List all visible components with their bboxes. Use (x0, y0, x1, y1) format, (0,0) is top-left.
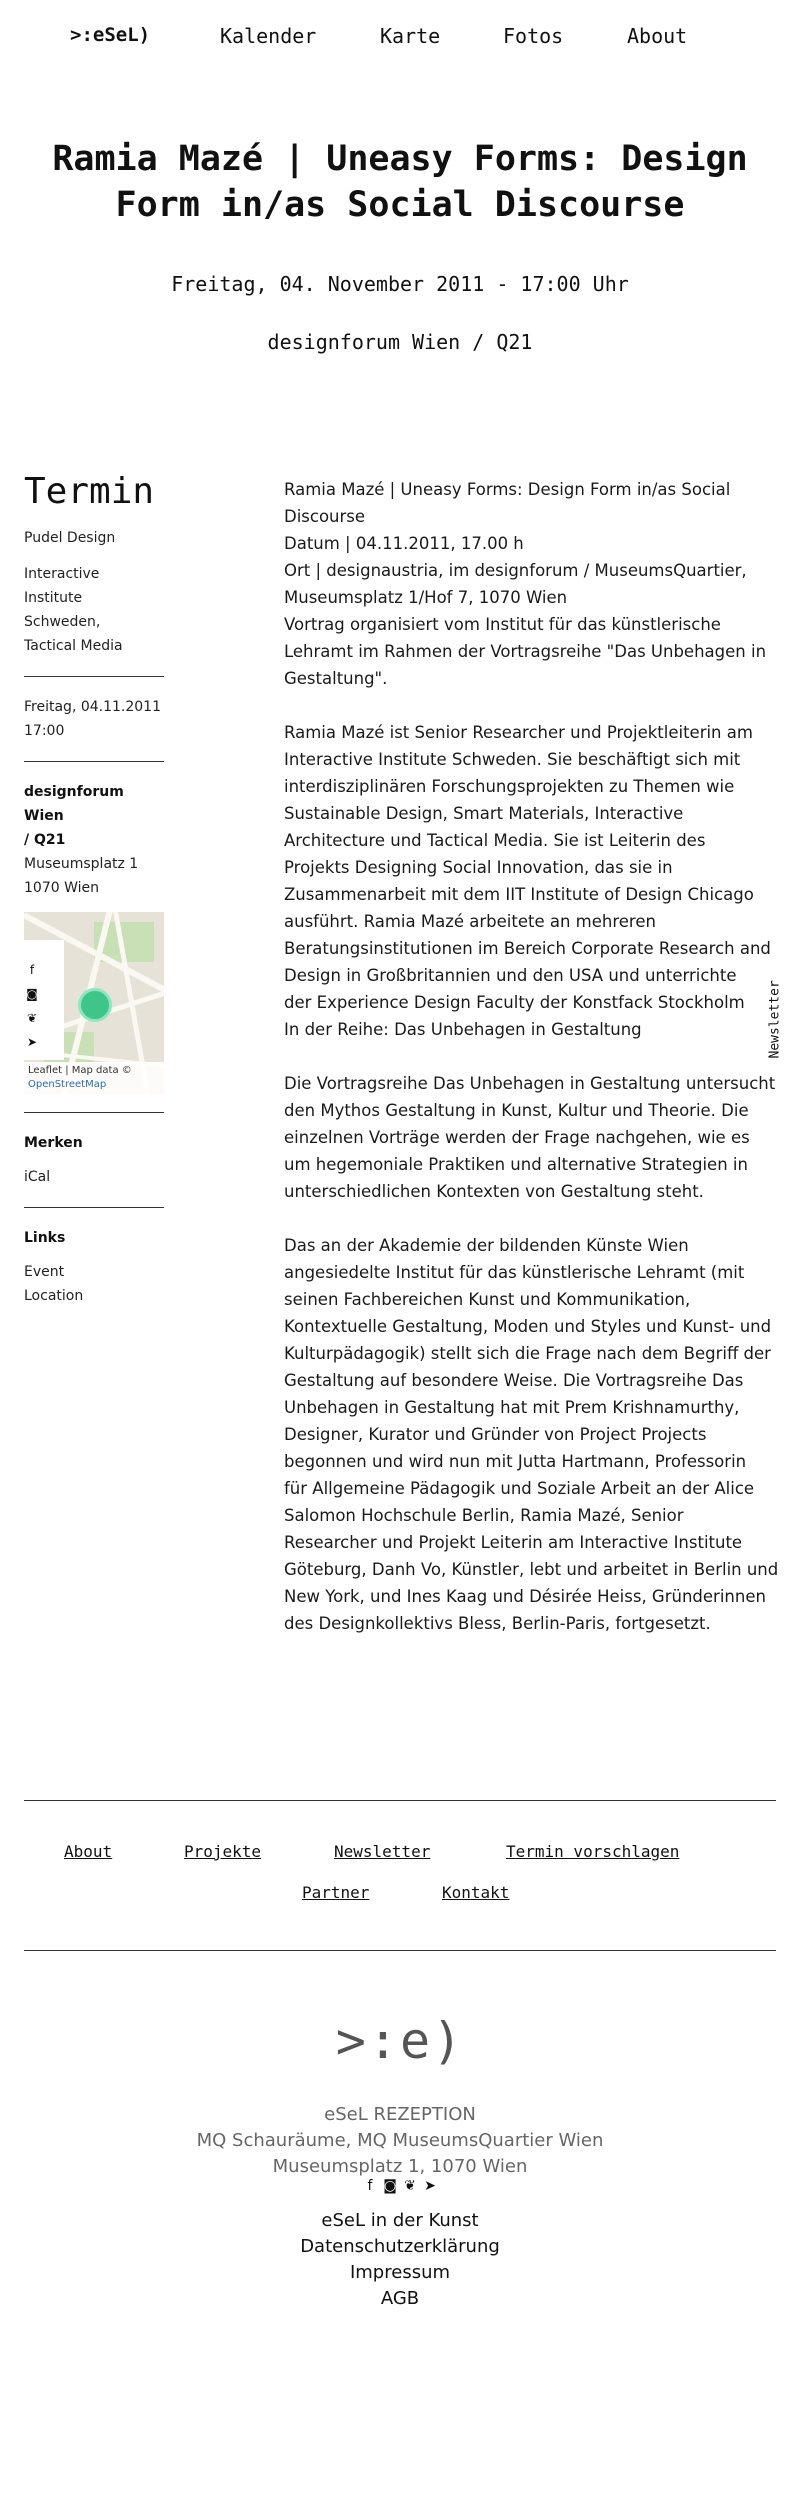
text-line: um hegemoniale Praktiken und alternative Strategien in (284, 1155, 748, 1174)
footer-address-line: eSeL REZEPTION (324, 2104, 476, 2125)
text-line: interdisziplinären Forschungsprojekten zu Themen wie (284, 777, 735, 796)
footer-link-esel-in-der-kunst[interactable]: eSeL in der Kunst (321, 2210, 479, 2231)
footer-link-projekte[interactable]: Projekte (184, 1842, 262, 1861)
footer-link-impressum[interactable]: Impressum (349, 2262, 451, 2283)
text-line: Interactive Institute Schweden. Sie beschäftigt sich mit (284, 750, 741, 769)
paragraph (284, 719, 786, 1043)
text-line: Salomon Hochschule Berlin, Ramia Mazé, Senior (284, 1506, 684, 1525)
sidebar-time: 17:00 (24, 723, 65, 739)
sidebar-heading: Termin (24, 471, 155, 512)
paragraph (284, 476, 786, 692)
text-line: Ort | designaustria, im designforum / MuseumsQuartier, (284, 561, 747, 580)
nav-item-karte[interactable]: Karte (380, 24, 441, 48)
map-marker-icon[interactable] (78, 988, 112, 1022)
location-name[interactable]: designforum Wien (24, 784, 124, 824)
text-line: Das an der Akademie der bildenden Künste Wien (284, 1236, 689, 1255)
ical-link[interactable]: iCal (24, 1169, 51, 1185)
location-link[interactable]: Location (24, 1288, 84, 1304)
text-line: Gestaltung". (284, 669, 388, 688)
site-logo[interactable]: >:eSeL) (70, 24, 151, 46)
text-line: Design in Großbritannien und den USA und unterrichte (284, 966, 737, 985)
text-line: Göteburg, Danh Vo, Künstler, lebt und arbeitet in Berlin und (284, 1560, 779, 1579)
telegram-icon[interactable]: ➤ (26, 1035, 38, 1049)
instagram-icon[interactable]: ◙ (26, 987, 38, 1001)
text-line: Unbehagen in Gestaltung hat mit Prem Krishnamurthy, (284, 1398, 740, 1417)
text-line: einzelnen Vorträge werden der Frage nachgehen, wie es (284, 1128, 750, 1147)
sidebar-divider (24, 1207, 164, 1208)
text-line: Discourse (284, 507, 366, 526)
top-navigation (0, 22, 800, 52)
text-line: Vortrag organisiert vom Institut für das künstlerische (284, 615, 721, 634)
text-line: Beratungsinstitutionen im Bereich Corporate Research and (284, 939, 771, 958)
text-line: New York, und Ines Kaag und Désirée Heiss, Gründerinnen (284, 1587, 766, 1606)
text-line: angesiedelte Institut für das künstlerische Lehramt (mit (284, 1263, 745, 1282)
sidebar-divider (24, 761, 164, 762)
organizer-link[interactable]: Pudel Design (24, 530, 116, 546)
event-link[interactable]: Event (24, 1264, 65, 1280)
footer-address-line: MQ Schauräume, MQ MuseumsQuartier Wien (196, 2130, 604, 2151)
tag-link[interactable]: Tactical Media (24, 638, 123, 654)
text-line: Datum | 04.11.2011, 17.00 h (284, 534, 524, 553)
openstreetmap-link[interactable]: OpenStreetMap (28, 1079, 107, 1090)
text-line: Kontextuelle Gestaltung, Moden und Styles und Kunst- und (284, 1317, 772, 1336)
footer-link-partner[interactable]: Partner (302, 1883, 370, 1902)
map-attribution (24, 1062, 164, 1094)
nav-item-about[interactable]: About (627, 24, 688, 48)
text-line: Gestaltung auf besondere Weise. Die Vortragsreihe Das (284, 1371, 744, 1390)
location-name[interactable]: / Q21 (24, 832, 66, 848)
location-address: Museumsplatz 1 (24, 856, 139, 872)
tag-link[interactable]: Interactive (24, 566, 100, 582)
twitter-icon[interactable]: ❦ (404, 2178, 416, 2194)
text-line: Die Vortragsreihe Das Unbehagen in Gestaltung untersucht (284, 1074, 776, 1093)
text-line: seinen Fachbereichen Kunst und Kommunikation, (284, 1290, 691, 1309)
footer-link-datenschutz[interactable]: Datenschutzerklärung (300, 2236, 500, 2257)
text-line: Lehramt im Rahmen der Vortragsreihe "Das Unbehagen in (284, 642, 767, 661)
footer-link-newsletter[interactable]: Newsletter (334, 1842, 431, 1861)
newsletter-side-tab[interactable] (764, 980, 786, 1060)
footer-link-kontakt[interactable]: Kontakt (442, 1883, 510, 1902)
footer-link-agb[interactable]: AGB (380, 2288, 420, 2309)
text-line: Ramia Mazé ist Senior Researcher und Projektleiterin am (284, 723, 753, 742)
location-address: 1070 Wien (24, 880, 99, 896)
merken-heading: Merken (24, 1135, 83, 1151)
text-line: Zusammenarbeit mit dem IIT Institute of Design Chicago (284, 885, 754, 904)
page-title-line: Ramia Mazé | Uneasy Forms: Design (52, 139, 748, 179)
footer-logo[interactable]: >:e) (335, 2012, 465, 2070)
location-map[interactable] (24, 912, 164, 1094)
text-line: Ramia Mazé | Uneasy Forms: Design Form in/as Social (284, 480, 731, 499)
sidebar-divider (24, 676, 164, 677)
text-line: für Allgemeine Pädagogik und Soziale Arbeit an der Alice (284, 1479, 755, 1498)
text-line: Sustainable Design, Smart Materials, Interactive (284, 804, 684, 823)
page-title (40, 136, 760, 228)
tag-link[interactable]: Schweden, (24, 614, 101, 630)
text-line: des Designkollektivs Bless, Berlin-Paris, fortgesetzt. (284, 1614, 711, 1633)
footer-divider (24, 1950, 776, 1951)
facebook-icon[interactable]: f (367, 2178, 373, 2194)
text-line: Museumsplatz 1/Hof 7, 1070 Wien (284, 588, 568, 607)
links-heading: Links (24, 1230, 66, 1246)
text-line: unterschiedlichen Kontexten von Gestaltung steht. (284, 1182, 704, 1201)
map-credit-text: Leaflet | Map data © (28, 1065, 132, 1076)
footer-divider (24, 1800, 776, 1801)
text-line: Researcher und Projekt Leiterin am Interactive Institute (284, 1533, 743, 1552)
event-sidebar (24, 470, 164, 1308)
nav-item-kalender[interactable]: Kalender (220, 24, 317, 48)
text-line: Designer, Kurator und Gründer von Project Projects (284, 1425, 707, 1444)
event-venue: designforum Wien / Q21 (267, 330, 533, 354)
share-bar (24, 940, 64, 1060)
text-line: begonnen und wird nun mit Jutta Hartmann, Professorin (284, 1452, 747, 1471)
footer-address-line: Museumsplatz 1, 1070 Wien (272, 2156, 528, 2177)
sidebar-divider (24, 1112, 164, 1113)
text-line: Kulturpädagogik) stellt sich die Frage nach dem Begriff der (284, 1344, 771, 1363)
text-line: Projekts Designing Social Innovation, das sie in (284, 858, 673, 877)
newsletter-tab-label: Newsletter (767, 980, 783, 1059)
twitter-icon[interactable]: ❦ (26, 1011, 38, 1025)
footer-link-about[interactable]: About (64, 1842, 113, 1861)
facebook-icon[interactable]: f (29, 963, 35, 977)
instagram-icon[interactable]: ◙ (383, 2178, 397, 2194)
footer-social-icons (0, 2178, 800, 2194)
text-line: der Experience Design Faculty der Konstfack Stockholm (284, 993, 745, 1012)
text-line: In der Reihe: Das Unbehagen in Gestaltung (284, 1020, 642, 1039)
text-line: den Mythos Gestaltung in Kunst, Kultur und Theorie. Die (284, 1101, 749, 1120)
tag-link[interactable]: Institute (24, 590, 83, 606)
page-title-line: Form in/as Social Discourse (115, 185, 685, 225)
sidebar-date: Freitag, 04.11.2011 (24, 699, 161, 715)
footer-link-termin-vorschlagen[interactable]: Termin vorschlagen (506, 1842, 680, 1861)
nav-item-fotos[interactable]: Fotos (503, 24, 564, 48)
event-date: Freitag, 04. November 2011 - 17:00 Uhr (171, 272, 629, 296)
event-description (284, 476, 786, 1664)
paragraph (284, 1070, 786, 1205)
text-line: Architecture und Tactical Media. Sie ist Leiterin des (284, 831, 706, 850)
telegram-icon[interactable]: ➤ (424, 2178, 436, 2194)
text-line: ausführt. Ramia Mazé arbeitete an mehreren (284, 912, 656, 931)
paragraph (284, 1232, 786, 1637)
